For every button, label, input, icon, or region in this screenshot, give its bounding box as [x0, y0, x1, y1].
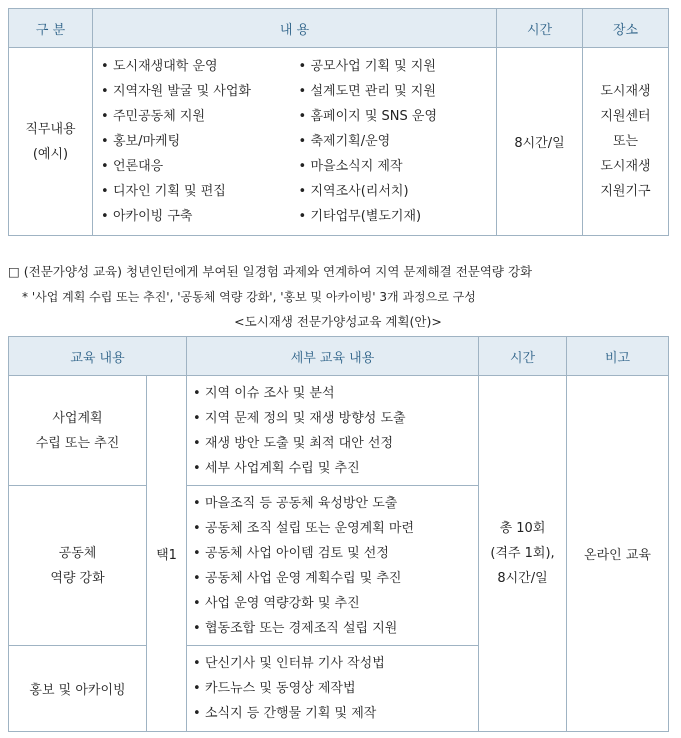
place-line: 또는: [612, 134, 639, 149]
table-caption: <도시재생 전문가양성교육 계획(안)>: [234, 314, 442, 329]
list-item: • 지역조사(리서치): [299, 179, 497, 204]
list-item: • 언론대응: [101, 154, 299, 179]
list-item: • 협동조합 또는 경제조직 설립 지원: [193, 616, 478, 641]
detail-cell: [187, 376, 479, 486]
training-title-line: 사업계획: [52, 410, 103, 426]
list-item: • 도시재생대학 운영: [101, 54, 299, 79]
list-item: • 설계도면 관리 및 지원: [299, 79, 497, 104]
header-training-content: 교육 내용: [9, 337, 187, 376]
place-line: 도시재생: [600, 159, 651, 174]
list-item: • 마을조직 등 공동체 육성방안 도출: [193, 491, 478, 516]
table-header-row: [9, 337, 669, 376]
duties-list-right: [299, 54, 497, 229]
list-item: • 재생 방안 도출 및 최적 대안 선정: [193, 431, 478, 456]
list-item: • 마을소식지 제작: [299, 154, 497, 179]
detail-cell: [187, 646, 479, 732]
list-item: • 단신기사 및 인터뷰 기사 작성법: [193, 651, 478, 676]
time-cell: [479, 376, 567, 732]
table-header-row: [9, 9, 669, 48]
list-item: • 홍보/마케팅: [101, 129, 299, 154]
table-row: [9, 376, 669, 486]
list-item: • 카드뉴스 및 동영상 제작법: [193, 676, 478, 701]
duties-list-left: [101, 54, 299, 229]
category-cell: [9, 48, 93, 236]
place-line: 지원센터: [600, 109, 651, 124]
list-item: • 지역 이슈 조사 및 분석: [193, 381, 478, 406]
header-category: 구 분: [9, 9, 93, 48]
training-title-line: 수립 또는 추진: [35, 435, 120, 451]
header-time: 시간: [479, 337, 567, 376]
list-item: • 공모사업 기획 및 지원: [299, 54, 497, 79]
header-note: 비고: [567, 337, 669, 376]
training-title-cell: [9, 486, 147, 646]
note-footnote: * '사업 계획 수립 또는 추진', '공동체 역량 강화', '홍보 및 아카이빙' 3개 과정으로 구성: [22, 290, 476, 304]
list-item: • 지역 문제 정의 및 재생 방향성 도출: [193, 406, 478, 431]
list-item: • 지역자원 발굴 및 사업화: [101, 79, 299, 104]
header-time: 시간: [497, 9, 583, 48]
list-item: • 사업 운영 역량강화 및 추진: [193, 591, 478, 616]
list-item: • 공동체 사업 운영 계획수립 및 추진: [193, 566, 478, 591]
note-cell: 온라인 교육: [567, 376, 669, 732]
time-line: 총 10회: [499, 521, 546, 536]
header-content: 내 용: [93, 9, 497, 48]
list-item: • 주민공동체 지원: [101, 104, 299, 129]
header-detail-content: 세부 교육 내용: [187, 337, 479, 376]
list-item: • 공동체 사업 아이템 검토 및 선정: [193, 541, 478, 566]
time-line: 8시간/일: [497, 571, 548, 586]
list-item: • 디자인 기획 및 편집: [101, 179, 299, 204]
training-plan-table: [8, 336, 669, 732]
list-item: • 축제기획/운영: [299, 129, 497, 154]
choice-cell: 택1: [147, 376, 187, 732]
header-place: 장소: [583, 9, 669, 48]
place-cell: [583, 48, 669, 236]
time-cell: 8시간/일: [497, 48, 583, 236]
list-item: • 공동체 조직 설립 또는 운영계획 마련: [193, 516, 478, 541]
list-item: • 기타업무(별도기재): [299, 204, 497, 229]
training-title-cell: [9, 376, 147, 486]
time-line: (격주 1회),: [490, 546, 555, 561]
table-row: [9, 48, 669, 236]
list-item: • 소식지 등 간행물 기획 및 제작: [193, 701, 478, 726]
training-title-line: 역량 강화: [50, 570, 105, 586]
category-line: 직무내용: [25, 121, 76, 137]
training-title-cell: 홍보 및 아카이빙: [9, 646, 147, 732]
note-heading: □ (전문가양성 교육) 청년인턴에게 부여된 일경험 과제와 연계하여 지역 문제해결 전문역량 강화: [8, 264, 533, 279]
category-line: (예시): [32, 146, 69, 162]
list-item: • 홈페이지 및 SNS 운영: [299, 104, 497, 129]
list-item: • 아카이빙 구축: [101, 204, 299, 229]
job-content-table: [8, 8, 669, 236]
detail-cell: [187, 486, 479, 646]
place-line: 지원기구: [600, 184, 651, 199]
list-item: • 세부 사업계획 수립 및 추진: [193, 456, 478, 481]
place-line: 도시재생: [600, 84, 651, 99]
training-title-line: 공동체: [58, 545, 97, 561]
duties-cell: [93, 48, 497, 236]
